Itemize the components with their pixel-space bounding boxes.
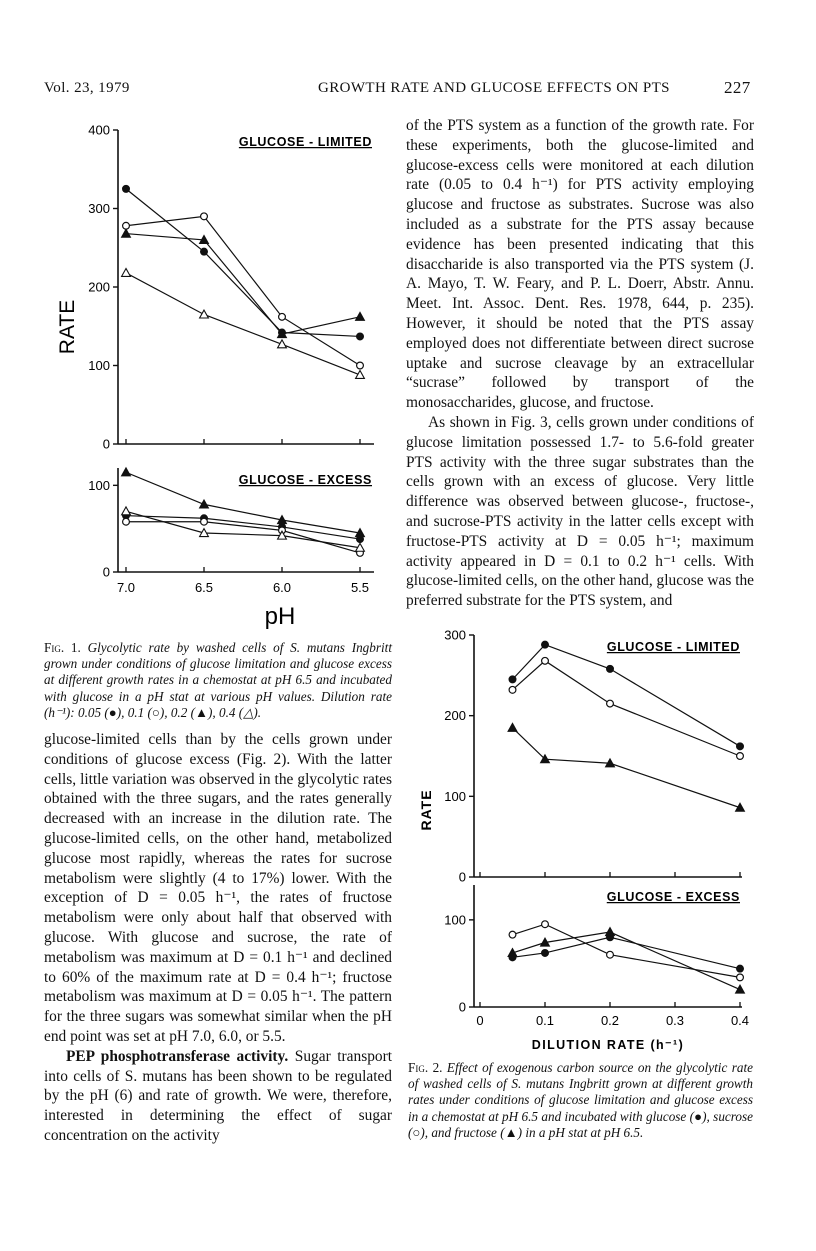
chart-panel [444,885,744,1015]
running-header [0,80,816,104]
data-point [542,950,549,957]
y-tick-label: 100 [444,788,466,804]
x-tick-label: 5.5 [350,580,370,595]
data-point [509,931,516,938]
data-point [607,951,614,958]
figure-2-caption-text: Effect of exogenous carbon source on the glycolytic rate of washed cells of S. mutans Ingbritt grown at different growth rates under conditions of glucose limitation and glucose excess in a chemostat at pH 6.5 and incubated with glucose (●), sucrose (○), and fructose (▲) in a pH stat at pH 6.5. [408,1060,753,1140]
x-tick-label: 6.0 [272,580,292,595]
y-tick-label: 100 [444,912,466,928]
chart-panel [444,628,744,885]
data-point [123,518,130,525]
y-tick-label: 100 [88,477,110,493]
y-tick-label: 200 [444,708,466,724]
x-tick-label: 0.3 [665,1013,685,1028]
y-tick-label: 300 [88,201,110,216]
data-point [357,362,364,369]
chart-panel [88,123,374,452]
y-tick-label: 100 [88,358,110,373]
data-point [509,676,516,683]
figure-2 [398,615,768,1057]
journal-volume: Vol. 23, 1979 [44,80,130,96]
data-point [122,229,131,237]
x-tick-label: 0.4 [730,1013,750,1028]
data-point [542,657,549,664]
series-line [513,728,741,808]
paragraph [406,413,754,611]
x-axis-label: pH [264,603,296,630]
x-tick-label: 0.1 [535,1013,555,1028]
series-line [513,661,741,756]
panel-title: GLUCOSE - EXCESS [606,890,740,904]
series-line [126,273,360,375]
data-point [123,185,130,192]
x-tick-label: 6.5 [194,580,214,595]
chart-panel [88,468,374,580]
figure-2-caption-label: Fig. 2. [408,1060,443,1075]
series-line [126,234,360,334]
data-point [122,268,131,276]
data-point [606,928,615,936]
data-point [542,641,549,648]
data-point [737,965,744,972]
left-column-text [44,730,392,1146]
data-point [356,371,365,379]
figure-2-caption [408,1060,753,1141]
y-tick-label: 0 [458,999,466,1015]
section-heading: PEP phosphotransferase activity. [66,1047,289,1065]
series-line [126,189,360,337]
data-point [542,921,549,928]
data-point [201,213,208,220]
data-point [278,340,287,348]
running-title: GROWTH RATE AND GLUCOSE EFFECTS ON PTS [318,80,670,96]
data-point [737,974,744,981]
series-line [126,522,360,553]
y-tick-label: 0 [102,564,110,580]
paragraph [406,116,754,413]
data-point [201,518,208,525]
paragraph [44,730,392,1047]
figure-1 [30,110,390,630]
paragraph-text: As shown in Fig. 3, cells grown under conditions of glucose limitation possessed 1.7- to 5.6-fold greater PTS activity with the three sugar substrates than the cells grown with an excess of glucose. Very little difference was observed between glucose-, fructose-, and sucrose-PTS activity in the latter cells except with fructose-PTS activity at D = 0.05 h⁻¹; maximum activity appeared in D = 0.1 to 0.2 h⁻¹ cells. With glucose-limited cells, on the other hand, glucose was the preferred substrate for the PTS system, and [406,413,754,610]
y-tick-label: 300 [444,627,466,643]
data-point [607,700,614,707]
data-point [200,500,209,508]
data-point [356,312,365,320]
x-axis-label: DILUTION RATE (h⁻¹) [531,1038,685,1052]
data-point [736,985,745,993]
x-tick-label: 0 [476,1013,484,1028]
data-point [509,686,516,693]
data-point [279,313,286,320]
data-point [122,468,131,476]
y-tick-label: 0 [458,869,466,885]
x-tick-label: 7.0 [116,580,136,595]
y-tick-label: 200 [88,279,110,295]
page-number: 227 [724,78,751,97]
panel-title: GLUCOSE - LIMITED [238,135,372,149]
y-tick-label: 400 [88,122,110,138]
data-point [508,723,517,731]
paragraph-text: Sugar transport into cells of S. mutans has been shown to be regulated by the pH (6) and rate of growth. We were, therefore, interested in determining the effect of sugar concentration on the activity [44,1047,392,1144]
paragraph-text: of the PTS system as a function of the growth rate. For these experiments, both the glucose-limited and glucose-excess cells were monitored at each dilution rate (0.05 to 0.4 h⁻¹) for PTS activity employing glucose and fructose as substrates. Sucrose was also included as a substrate for the PTS assay because evidence has been presented indicating that this disaccharide is also transported via the PTS system (J. A. Mayo, T. W. Feary, and P. L. Doerr, Abstr. Annu. Meet. Int. Assoc. Dent. Res. 1978, 644, p. 235). However, it should be noted that the PTS assay employed does not differentiate between direct sucrose uptake and sucrose cleavage by an extracellular “sucrase” followed by transport of the monosaccharides, glucose, and fructose. [406,117,754,412]
paragraph-text: glucose-limited cells than by the cells grown under conditions of glucose excess (Fig. 2). With the latter cells, little variation was observed in the glycolytic rates obtained with the three sugars, and the rates generally decreased with an increase in the dilution rate. The glucose-limited cells, on the other hand, metabolized glucose most rapidly, whereas the rates for sucrose metabolism were slightly (4 to 17%) lower. With the exception of D = 0.05 h⁻¹, the rates of fructose metabolism were only about half that observed with glucose. With glucose and sucrose, the rate of metabolism was maximum at D = 0.1 h⁻¹ and declined to 60% of the maximum rate at D = 0.4 h⁻¹; fructose metabolism was maximum at D = 0.05 h⁻¹. The pattern for the three sugars was somewhat similar when the pH end point was set at pH 7.0, 6.0, or 5.5. [44,731,392,1045]
figure-1-caption [44,640,392,721]
data-point [200,310,209,318]
x-tick-label: 0.2 [600,1013,620,1028]
panel-title: GLUCOSE - EXCESS [238,473,372,487]
right-column-text [406,116,754,611]
data-point [201,248,208,255]
data-point [607,665,614,672]
y-axis-label: RATE [56,299,79,355]
paragraph [44,1047,392,1146]
figure-1-caption-label: Fig. 1. [44,640,81,655]
y-axis-label: RATE [418,789,434,831]
data-point [737,743,744,750]
data-point [357,333,364,340]
data-point [737,753,744,760]
panel-title: GLUCOSE - LIMITED [606,640,740,654]
figure-1-caption-text: Glycolytic rate by washed cells of S. mutans Ingbritt grown under conditions of glucose limitation and glucose excess at different growth rates in a chemostat at pH 6.5 and incubated with glucose in a pH stat at various pH values. Dilution rate (h⁻¹): 0.05 (●), 0.1 (○), 0.2 (▲), 0.4 (△). [44,640,392,720]
data-point [122,507,131,515]
y-tick-label: 0 [102,436,110,452]
